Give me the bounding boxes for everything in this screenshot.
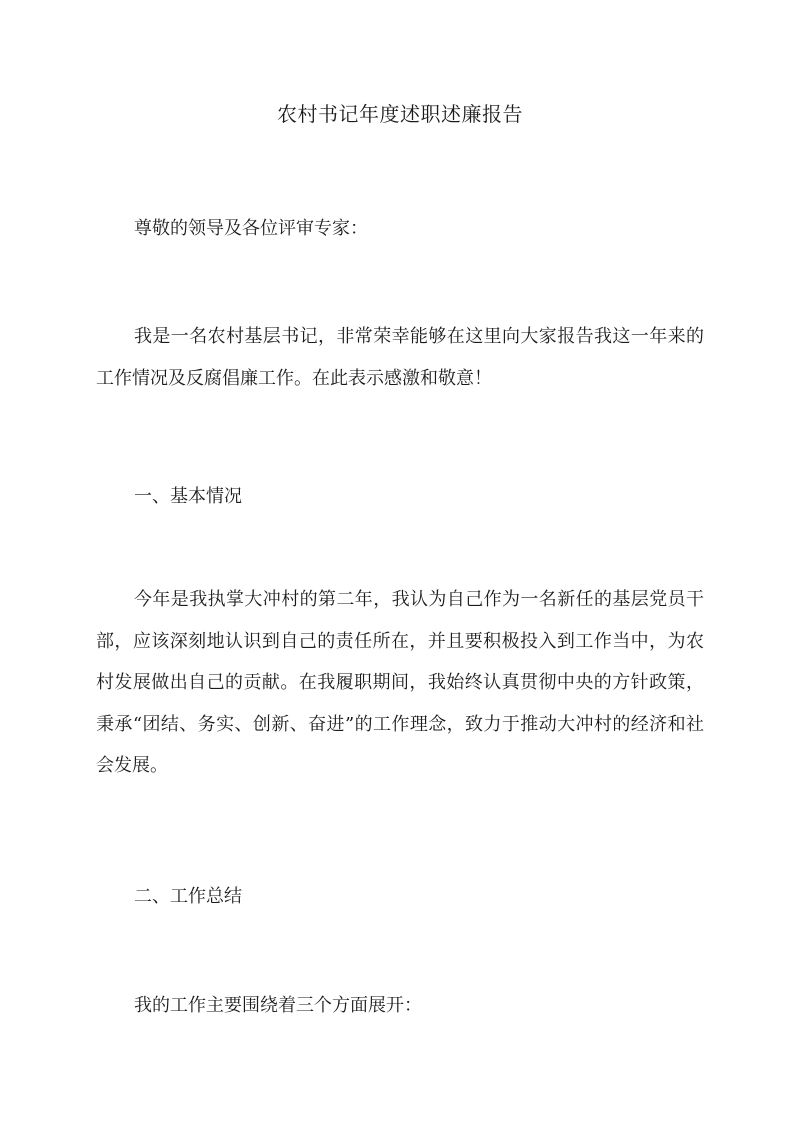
section-2-heading: 二、工作总结 xyxy=(134,886,242,907)
section-1-heading: 一、基本情况 xyxy=(134,486,242,507)
section-1-body: 今年是我执掌大冲村的第二年，我认为自己作为一名新任的基层党员干部，应该深刻地认识到自己的责任所在，并且要积极投入到工作当中，为农村发展做出自己的贡献。在我履职期间，我始终认真贯彻中央的方针政策，秉承“团结、务实、创新、奋进”的工作理念，致力于推动大冲村的经济和社会发展。 xyxy=(96,589,704,776)
section-2-body: 我的工作主要围绕着三个方面展开： xyxy=(134,995,422,1016)
salutation-paragraph: 尊敬的领导及各位评审专家： xyxy=(134,218,368,239)
document-title: 农村书记年度述职述廉报告 xyxy=(277,102,523,126)
intro-paragraph: 我是一名农村基层书记，非常荣幸能够在这里向大家报告我这一年来的工作情况及反腐倡廉工作。在此表示感激和敬意！ xyxy=(96,326,704,389)
